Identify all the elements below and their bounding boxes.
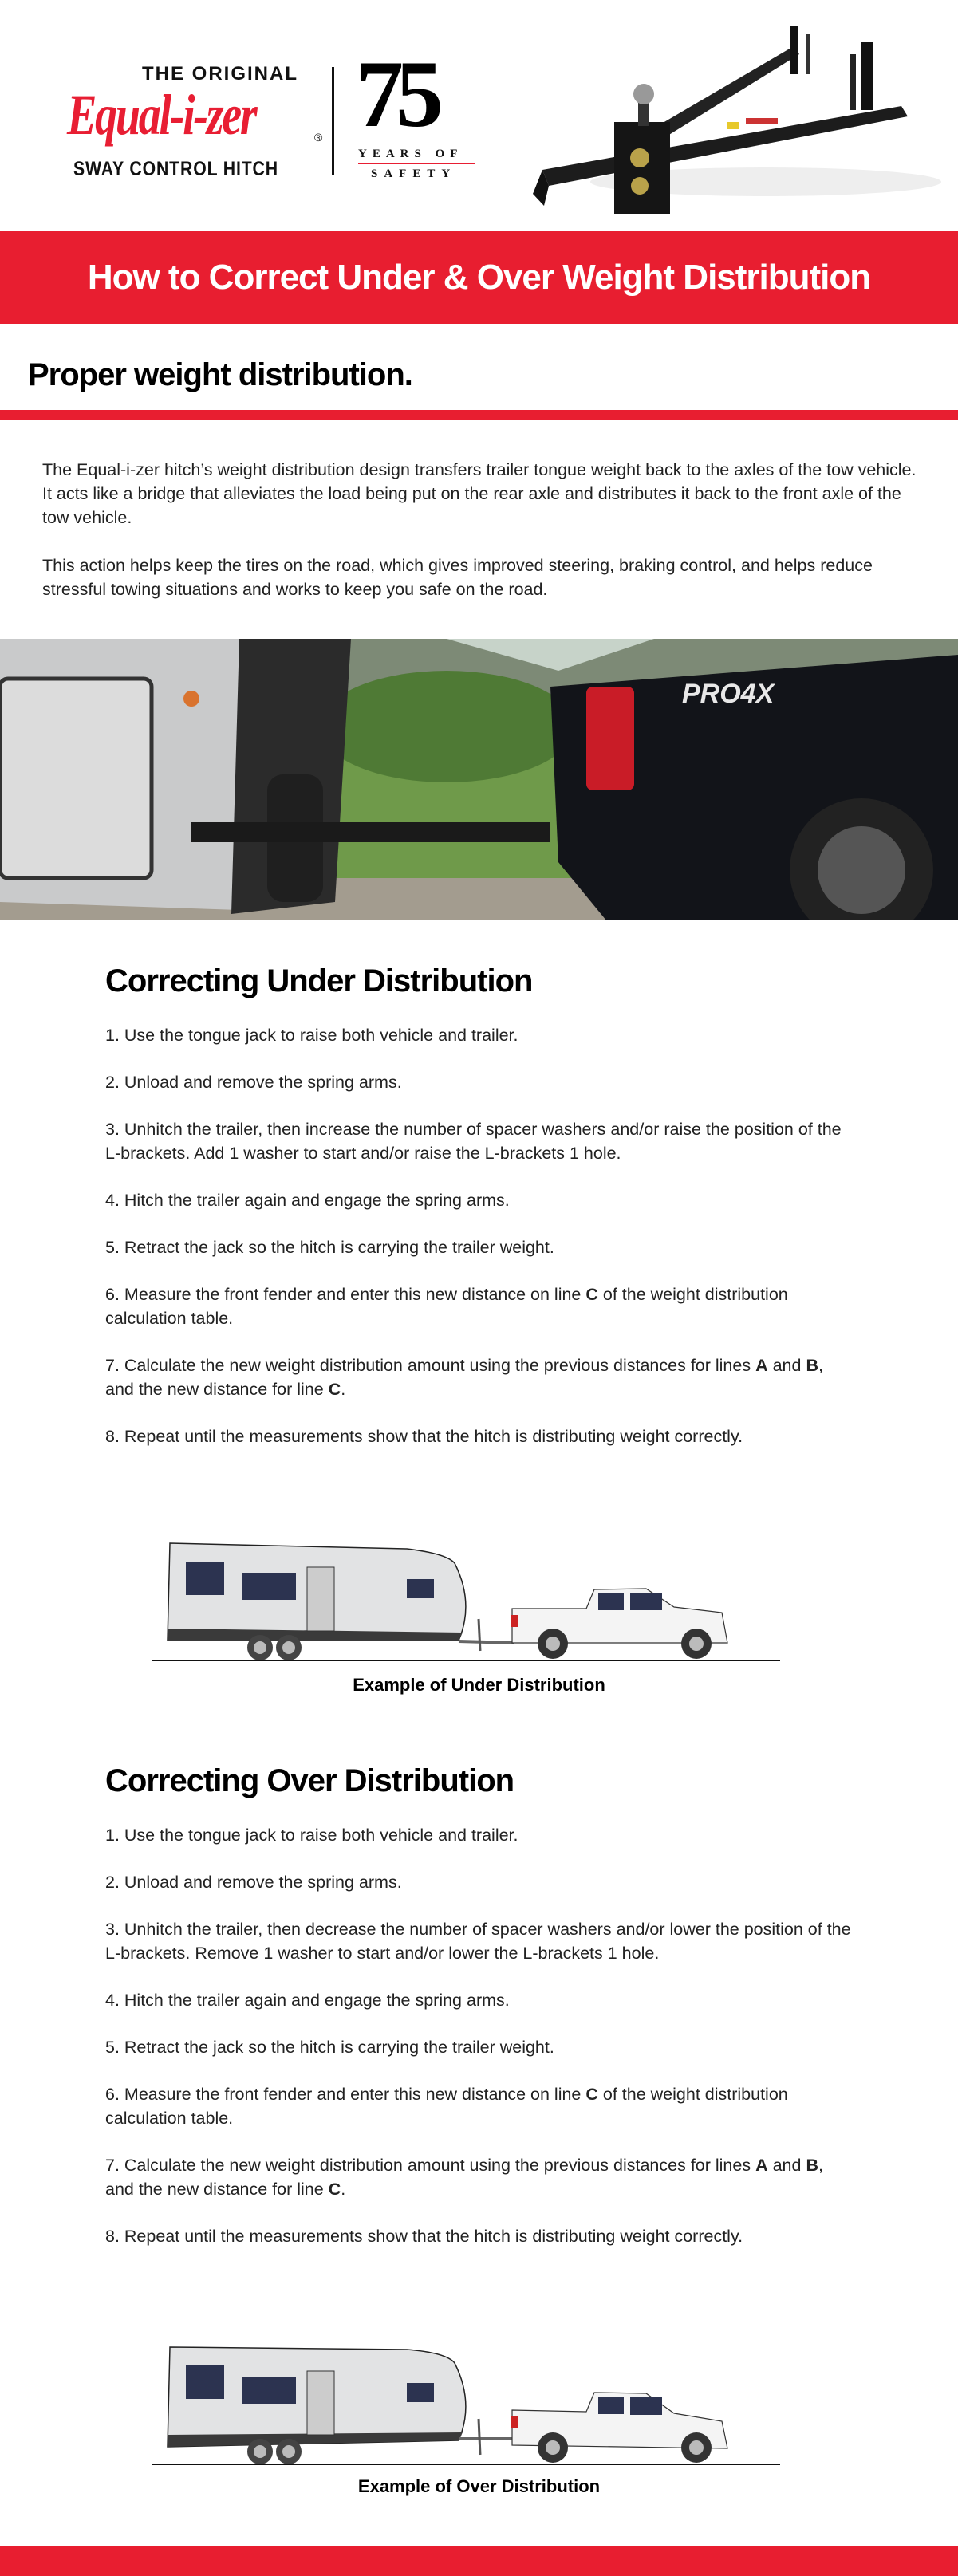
step-text: 4. Hitch the trailer again and engage the spring arms.	[105, 1991, 510, 2010]
step-text: 3. Unhitch the trailer, then decrease the number of spacer washers and/or lower the position of the L-brackets. Remove 1 washer to start and/or lower the L-brackets 1 hole.	[105, 1920, 851, 1963]
step-text: and	[767, 2156, 806, 2175]
step-text: of the weight distribution calculation table.	[105, 2085, 788, 2128]
step-text: 1. Use the tongue jack to raise both vehicle and trailer.	[105, 1026, 518, 1045]
step-text: 7. Calculate the new weight distribution amount using the previous distances for lines	[105, 2156, 756, 2175]
step-item	[105, 1823, 851, 1847]
step-item	[105, 1235, 851, 1259]
logo-the-original: THE ORIGINAL	[142, 63, 298, 85]
step-text: 2. Unload and remove the spring arms.	[105, 1073, 402, 1092]
step-line-reference: B	[806, 2156, 818, 2175]
registered-mark: ®	[314, 131, 323, 144]
step-item	[105, 2082, 851, 2130]
step-text: 2. Unload and remove the spring arms.	[105, 1873, 402, 1892]
over-steps-list	[105, 1823, 851, 2271]
anniversary-years-of: YEARS OF	[358, 148, 463, 160]
red-divider	[0, 410, 958, 420]
banner-title: How to Correct Under & Over Weight Distribution	[87, 258, 871, 297]
step-item	[105, 2035, 851, 2059]
logo-brand-name: Equal-i-zer	[67, 83, 256, 147]
hitch-product-image	[526, 22, 941, 214]
footer-bar	[0, 2546, 958, 2576]
step-text: of the weight distribution calculation table.	[105, 1285, 788, 1328]
step-text: 4. Hitch the trailer again and engage the spring arms.	[105, 1191, 510, 1210]
step-line-reference: C	[585, 1285, 598, 1304]
under-distribution-caption: Example of Under Distribution	[353, 1675, 605, 1695]
towing-photo	[0, 639, 958, 920]
step-line-reference: B	[806, 1356, 818, 1375]
logo-tagline: SWAY CONTROL HITCH	[73, 158, 278, 180]
step-line-reference: C	[328, 1380, 341, 1399]
step-item	[105, 1870, 851, 1894]
under-steps-list	[105, 1023, 851, 1471]
page-banner	[0, 231, 958, 324]
anniversary-safety: SAFETY	[371, 167, 457, 180]
anniversary-number: 75	[356, 41, 436, 147]
under-distribution-title: Correcting Under Distribution	[105, 963, 533, 998]
step-text: , and the new distance for line	[105, 2156, 823, 2199]
step-text: 8. Repeat until the measurements show that the hitch is distributing weight correctly.	[105, 1427, 743, 1446]
intro-paragraph: The Equal-i-zer hitch’s weight distribution design transfers trailer tongue weight back to the axles of the tow vehicle. It acts like a bridge that alleviates the load being put on the rear axle and distributes it back to the front axle of the tow vehicle.	[42, 460, 917, 527]
intro-paragraph: This action helps keep the tires on the road, which gives improved steering, braking control, and helps reduce stressful towing situations and works to keep you safe on the road.	[42, 556, 873, 599]
step-text: 1. Use the tongue jack to raise both vehicle and trailer.	[105, 1826, 518, 1845]
step-text: and	[767, 1356, 806, 1375]
step-item	[105, 2224, 851, 2248]
step-item	[105, 1282, 851, 1330]
step-item	[105, 1917, 851, 1965]
step-text: .	[341, 2180, 346, 2199]
step-line-reference: A	[755, 1356, 768, 1375]
step-text: 6. Measure the front fender and enter this new distance on line	[105, 2085, 586, 2104]
step-text: 5. Retract the jack so the hitch is carrying the trailer weight.	[105, 2038, 554, 2057]
over-distribution-title: Correcting Over Distribution	[105, 1763, 514, 1798]
step-item	[105, 1023, 851, 1047]
over-distribution-caption: Example of Over Distribution	[357, 2476, 601, 2496]
step-text: 8. Repeat until the measurements show that the hitch is distributing weight correctly.	[105, 2227, 743, 2246]
intro-heading: Proper weight distribution.	[28, 357, 412, 392]
step-item	[105, 1353, 851, 1401]
step-item	[105, 2153, 851, 2201]
step-item	[105, 1070, 851, 1094]
step-text: 7. Calculate the new weight distribution amount using the previous distances for lines	[105, 1356, 756, 1375]
step-item	[105, 1188, 851, 1212]
step-text: , and the new distance for line	[105, 1356, 823, 1399]
step-line-reference: C	[585, 2085, 598, 2104]
step-item	[105, 1988, 851, 2012]
anniversary-rule	[358, 163, 475, 164]
step-text: .	[341, 1380, 346, 1399]
step-text: 5. Retract the jack so the hitch is carrying the trailer weight.	[105, 1238, 554, 1257]
step-item	[105, 1117, 851, 1165]
step-line-reference: C	[328, 2180, 341, 2199]
step-text: 3. Unhitch the trailer, then increase the number of spacer washers and/or raise the position of the L-brackets. Add 1 washer to start and/or raise the L-brackets 1 hole.	[105, 1120, 842, 1163]
logo-divider	[332, 67, 334, 175]
truck-badge: PRO4X	[682, 679, 775, 709]
step-line-reference: A	[755, 2156, 768, 2175]
step-text: 6. Measure the front fender and enter this new distance on line	[105, 1285, 586, 1304]
step-item	[105, 1424, 851, 1448]
